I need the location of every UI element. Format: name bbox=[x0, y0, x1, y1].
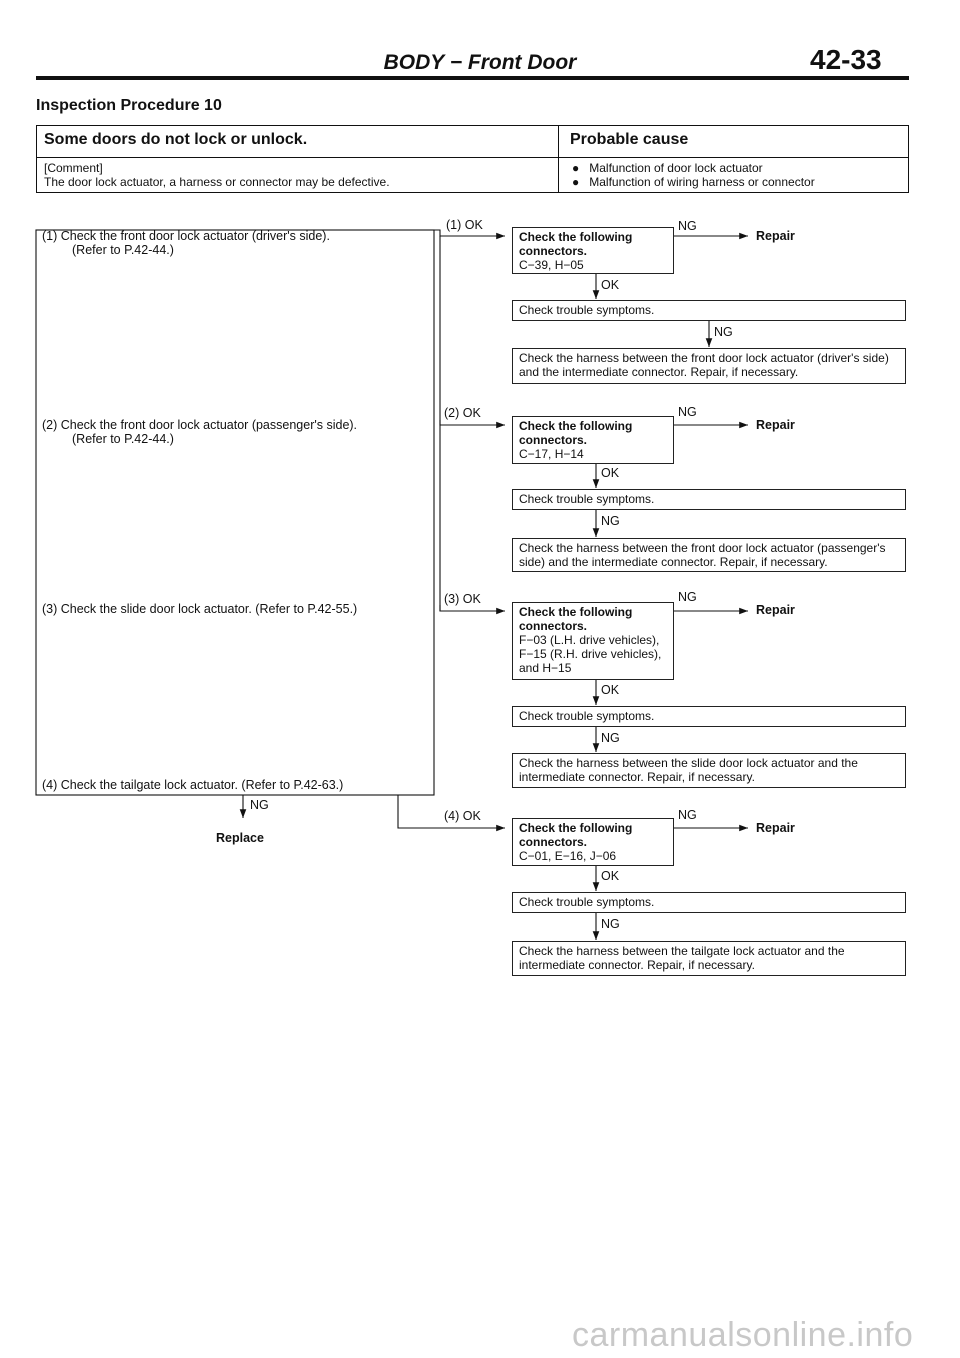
connector-list: C−17, H−14 bbox=[519, 447, 584, 461]
repair-label: Repair bbox=[756, 229, 795, 243]
symptoms-box: Check trouble symptoms. bbox=[512, 892, 906, 913]
ng-label: NG bbox=[714, 325, 733, 339]
comment-text: The door lock actuator, a harness or connector may be defective. bbox=[44, 175, 390, 189]
ok-label: OK bbox=[601, 869, 620, 883]
ok-label-3: (3) OK bbox=[444, 592, 481, 606]
cause-text: Malfunction of door lock actuator bbox=[589, 161, 763, 175]
ok-label: OK bbox=[601, 278, 620, 292]
cause-text: Malfunction of wiring harness or connector bbox=[589, 175, 815, 189]
symptom-heading: Some doors do not lock or unlock. bbox=[44, 131, 308, 148]
cause-heading: Probable cause bbox=[570, 131, 689, 148]
ng-label: NG bbox=[601, 514, 620, 528]
cause-item: ● Malfunction of door lock actuator bbox=[572, 161, 763, 175]
step-1-text: (1) Check the front door lock actuator (driver's side). bbox=[42, 229, 330, 243]
repair-label: Repair bbox=[756, 821, 795, 835]
procedure-title: Inspection Procedure 10 bbox=[36, 97, 222, 114]
symptoms-box: Check trouble symptoms. bbox=[512, 300, 906, 321]
ng-label: NG bbox=[678, 219, 697, 233]
step-2-text: (2) Check the front door lock actuator (passenger's side). bbox=[42, 418, 358, 432]
symptoms-box: Check trouble symptoms. bbox=[512, 706, 906, 727]
repair-label: Repair bbox=[756, 603, 795, 617]
symptoms-box: Check trouble symptoms. bbox=[512, 489, 906, 510]
check-connectors-box bbox=[512, 416, 674, 464]
connector-list: F−03 (L.H. drive vehicles), F−15 (R.H. drive vehicles), and H−15 bbox=[519, 633, 662, 675]
ng-label: NG bbox=[678, 590, 697, 604]
replace-label: Replace bbox=[216, 831, 264, 845]
check-title: Check the following connectors. bbox=[519, 230, 633, 258]
ok-label-2: (2) OK bbox=[444, 406, 481, 420]
harness-box: Check the harness between the slide door lock actuator and the intermediate connector. Repair, if necessary. bbox=[512, 753, 906, 788]
harness-box: Check the harness between the front door lock actuator (passenger's side) and the intermediate connector. Repair, if necessary. bbox=[512, 538, 906, 572]
page-number: 42-33 bbox=[810, 44, 882, 75]
ok-label-1: (1) OK bbox=[446, 218, 483, 232]
ng-label: NG bbox=[601, 731, 620, 745]
step-1-ref: (Refer to P.42-44.) bbox=[72, 243, 174, 257]
repair-label: Repair bbox=[756, 418, 795, 432]
ok-label: OK bbox=[601, 683, 620, 697]
ok-label: OK bbox=[601, 466, 620, 480]
check-title: Check the following connectors. bbox=[519, 605, 633, 633]
watermark: carmanualsonline.info bbox=[572, 1316, 914, 1354]
page-title: BODY − Front Door bbox=[383, 51, 577, 74]
ng-label: NG bbox=[601, 917, 620, 931]
check-connectors-box bbox=[512, 818, 674, 866]
step-4-text: (4) Check the tailgate lock actuator. (Refer to P.42-63.) bbox=[42, 778, 344, 792]
harness-box: Check the harness between the tailgate lock actuator and the intermediate connector. Repair, if necessary. bbox=[512, 941, 906, 976]
step-3-text: (3) Check the slide door lock actuator. (Refer to P.42-55.) bbox=[42, 602, 358, 616]
cause-item: ● Malfunction of wiring harness or connector bbox=[572, 175, 815, 189]
step-2-ref: (Refer to P.42-44.) bbox=[72, 432, 174, 446]
check-connectors-box bbox=[512, 227, 674, 274]
connector-list: C−01, E−16, J−06 bbox=[519, 849, 617, 863]
ng-label: NG bbox=[678, 405, 697, 419]
ok-label-4: (4) OK bbox=[444, 809, 481, 823]
check-title: Check the following connectors. bbox=[519, 821, 633, 849]
comment-label: [Comment] bbox=[44, 161, 103, 175]
ng-label: NG bbox=[678, 808, 697, 822]
left-ng-label: NG bbox=[250, 798, 269, 812]
harness-box: Check the harness between the front door lock actuator (driver's side) and the intermediate connector. Repair, if necessary. bbox=[512, 348, 906, 384]
check-title: Check the following connectors. bbox=[519, 419, 633, 447]
connector-list: C−39, H−05 bbox=[519, 258, 584, 272]
check-connectors-box bbox=[512, 602, 674, 680]
